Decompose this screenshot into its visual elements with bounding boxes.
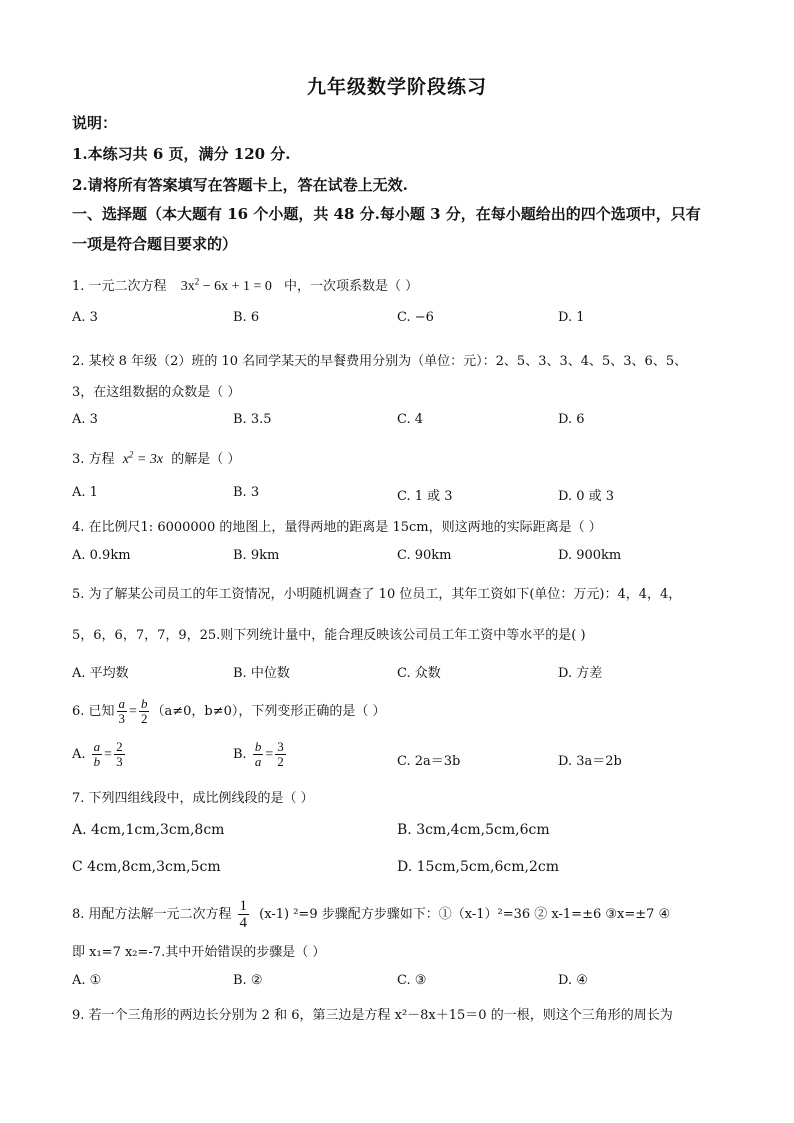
question-1-option-d[interactable]: D. 1 xyxy=(558,310,585,325)
question-8-option-b[interactable]: B. ② xyxy=(233,973,263,988)
question-6-fraction-1: $\frac{a}{3}$ xyxy=(118,696,126,726)
question-5-line-2: 5，6，6，7，7，9，25.则下列统计量中，能合理反映该公司员工年工资中等水平的是( ) xyxy=(72,628,586,643)
question-6 xyxy=(72,697,386,726)
question-4-option-c[interactable]: C. 90km xyxy=(397,548,452,563)
question-6-condition: （a≠0，b≠0），下列变形正确的是（ ） xyxy=(151,704,386,719)
question-8-steps: (x-1) ²=9 步骤配方步骤如下：①（x-1）²=36 ② x-1=±6 ③x=±7 ④ xyxy=(255,907,671,922)
question-6-prefix: 6. 已知 xyxy=(72,704,115,719)
question-1 xyxy=(72,275,418,295)
question-1-option-a[interactable]: A. 3 xyxy=(72,310,98,325)
question-7-option-a[interactable]: A. 4cm,1cm,3cm,8cm xyxy=(72,822,225,838)
section-heading-line-1: 一、选择题（本大题有 16 个小题，共 48 分.每小题 3 分，在每小题给出的四个选项中，只有 xyxy=(72,205,701,223)
question-8-line-2: 即 x₁=7 x₂=-7.其中开始错误的步骤是（ ） xyxy=(72,945,326,960)
question-7-option-d[interactable]: D. 15cm,5cm,6cm,2cm xyxy=(397,859,559,875)
question-5-line-1: 5. 为了解某公司员工的年工资情况，小明随机调查了 10 位员工，其年工资如下(单位：万元)：4，4，4， xyxy=(72,587,682,602)
question-5-option-b[interactable]: B. 中位数 xyxy=(233,666,290,681)
question-3 xyxy=(72,448,240,468)
page-title: 九年级数学阶段练习 xyxy=(306,76,487,98)
question-2-option-c[interactable]: C. 4 xyxy=(397,412,424,427)
question-1-option-b[interactable]: B. 6 xyxy=(233,310,260,325)
question-5-option-d[interactable]: D. 方差 xyxy=(558,666,603,681)
question-8-prefix: 8. 用配方法解一元二次方程 xyxy=(72,907,232,922)
notes-item-1: 1.本练习共 6 页，满分 120 分. xyxy=(72,145,291,163)
question-5-option-c[interactable]: C. 众数 xyxy=(397,666,441,681)
question-4-option-a[interactable]: A. 0.9km xyxy=(72,548,131,563)
question-8-option-d[interactable]: D. ④ xyxy=(558,973,588,988)
option-b-fraction-right: $\frac{3}{2}$ xyxy=(277,739,284,769)
question-1-prefix: 1. 一元二次方程 xyxy=(72,279,167,294)
notes-heading: 说明： xyxy=(72,114,118,132)
question-6-option-a[interactable]: A. $\frac{a}{b}$ = $\frac{2}{3}$ xyxy=(72,739,123,769)
question-8-option-c[interactable]: C. ③ xyxy=(397,973,427,988)
question-8-line-1 xyxy=(72,898,670,931)
question-7-option-c[interactable]: C 4cm,8cm,3cm,5cm xyxy=(72,859,221,875)
question-6-option-d[interactable]: D. 3a＝2b xyxy=(558,754,622,769)
question-6-option-c[interactable]: C. 2a＝3b xyxy=(397,754,461,769)
question-3-option-d[interactable]: D. 0 或 3 xyxy=(558,489,615,504)
option-a-fraction-right: $\frac{2}{3}$ xyxy=(116,739,123,769)
question-2-option-d[interactable]: D. 6 xyxy=(558,412,585,427)
question-3-prefix: 3. 方程 xyxy=(72,452,115,467)
question-6-option-b[interactable]: B. $\frac{b}{a}$ = $\frac{3}{2}$ xyxy=(233,739,284,769)
question-1-suffix: 中，一次项系数是（ ） xyxy=(284,279,419,294)
question-8-fraction: $\frac{1}{4}$ xyxy=(239,898,248,931)
question-6-equals: = xyxy=(129,704,137,719)
option-a-fraction-left: $\frac{a}{b}$ xyxy=(93,739,101,769)
question-7-option-b[interactable]: B. 3cm,4cm,5cm,6cm xyxy=(397,822,550,838)
question-2-option-b[interactable]: B. 3.5 xyxy=(233,412,272,427)
question-2-option-a[interactable]: A. 3 xyxy=(72,412,98,427)
question-1-option-c[interactable]: C. −6 xyxy=(397,310,434,325)
question-8-option-a[interactable]: A. ① xyxy=(72,973,102,988)
question-1-equation: $3x^2 - 6x + 1 = 0$ xyxy=(180,276,272,294)
question-3-option-b[interactable]: B. 3 xyxy=(233,485,260,500)
question-2-line-2: 3，在这组数据的众数是（ ） xyxy=(72,385,241,400)
question-3-option-a[interactable]: A. 1 xyxy=(72,485,98,500)
question-3-suffix: 的解是（ ） xyxy=(171,452,241,467)
question-7: 7. 下列四组线段中，成比例线段的是（ ） xyxy=(72,791,314,806)
question-6-fraction-2: $\frac{b}{2}$ xyxy=(140,696,148,726)
question-3-option-c[interactable]: C. 1 或 3 xyxy=(397,489,453,504)
option-b-fraction-left: $\frac{b}{a}$ xyxy=(254,739,262,769)
question-4-option-b[interactable]: B. 9km xyxy=(233,548,280,563)
section-heading-line-2: 一项是符合题目要求的） xyxy=(72,235,238,253)
question-5-option-a[interactable]: A. 平均数 xyxy=(72,666,129,681)
question-2-line-1: 2. 某校 8 年级（2）班的 10 名同学某天的早餐费用分别为（单位：元）：2、5、3、3、4、5、3、6、5、 xyxy=(72,354,688,369)
notes-item-2: 2.请将所有答案填写在答题卡上，答在试卷上无效. xyxy=(72,176,408,194)
question-9: 9. 若一个三角形的两边长分别为 2 和 6，第三边是方程 x²－8x＋15＝0 的一根，则这个三角形的周长为 xyxy=(72,1008,673,1023)
question-4: 4. 在比例尺1: 6000000 的地图上，量得两地的距离是 15cm，则这两地的实际距离是（ ） xyxy=(72,520,602,535)
question-4-option-d[interactable]: D. 900km xyxy=(558,548,622,563)
question-3-equation: $x^2 = 3x$ xyxy=(122,449,164,467)
